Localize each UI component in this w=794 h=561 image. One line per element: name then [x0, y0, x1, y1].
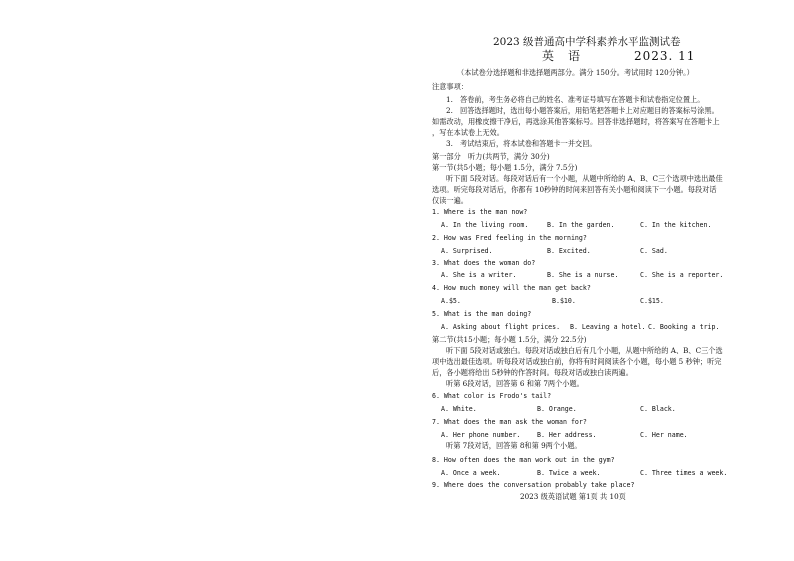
section1-instructions-end: 仅读一遍。 — [432, 196, 468, 205]
notice-item-2: 2. 回答选择题时，选出每小题答案后，用铅笔把答题卡上对应题目的答案标号涂黑。 — [446, 106, 719, 115]
question-3: 3. What does the woman do? — [432, 259, 536, 267]
question-4: 4. How much money will the man get back? — [432, 284, 591, 292]
q7-option-b: B. Her address. — [537, 431, 597, 439]
q2-option-a: A. Surprised. — [441, 247, 493, 255]
section2-dialog6-note: 听第 6段对话，回答第 6 和第 7两个小题。 — [446, 379, 584, 388]
question-8: 8. How often does the man work out in the gym? — [432, 456, 615, 464]
question-6: 6. What color is Frodo's tail? — [432, 392, 552, 400]
q3-option-a: A. She is a writer. — [441, 271, 517, 279]
q5-option-c: C. Booking a trip. — [648, 323, 720, 331]
section2-dialog7-note: 听第 7段对话，回答第 8和第 9两个小题。 — [446, 441, 582, 450]
q1-option-c: C. In the kitchen. — [640, 221, 712, 229]
section1-instructions: 听下面 5段对话。每段对话后有一个小题，从题中所给的 A、B、C三个选项中选出最佳 — [446, 174, 723, 183]
q3-option-b: B. She is a nurse. — [547, 271, 619, 279]
question-2: 2. How was Fred feeling in the morning? — [432, 234, 587, 242]
section2-instructions-end: 后，各小题将给出 5秒钟的作答时间。每段对话或独白读两遍。 — [432, 368, 633, 377]
notice-heading: 注意事项： — [432, 82, 468, 91]
q6-option-b: B. Orange. — [537, 405, 577, 413]
q1-option-a: A. In the living room. — [441, 221, 529, 229]
notice-item-2-cont: 如需改动，用橡皮擦干净后，再选涂其他答案标号。回答非选择题时，将答案写在答题卡上 — [432, 117, 720, 126]
page-footer: 2023 级英语试题 第1页 共 10页 — [520, 492, 626, 501]
q1-option-b: B. In the garden. — [547, 221, 615, 229]
q4-option-b: B.$10. — [552, 297, 576, 305]
q5-option-a: A. Asking about flight prices. — [441, 323, 561, 331]
exam-title: 2023 级普通高中学科素养水平监测试卷 — [493, 36, 681, 48]
q5-option-b: B. Leaving a hotel. — [570, 323, 646, 331]
question-5: 5. What is the man doing? — [432, 310, 532, 318]
question-9: 9. Where does the conversation probably take place? — [432, 481, 635, 489]
q6-option-c: C. Black. — [640, 405, 676, 413]
question-7: 7. What does the man ask the woman for? — [432, 418, 587, 426]
question-1: 1. Where is the man now? — [432, 208, 528, 216]
subject-title: 英 语 — [542, 49, 582, 63]
q2-option-c: C. Sad. — [640, 247, 668, 255]
section1-instructions-cont: 选项。听完每段对话后，你都有 10秒钟的时间来回答有关小题和阅读下一小题。每段对话 — [432, 185, 717, 194]
notice-item-2-end: ，写在本试卷上无效。 — [432, 128, 504, 137]
part1-title: 第一部分 听力(共两节，满分 30分) — [432, 152, 550, 161]
exam-date: 2023. 11 — [634, 49, 696, 63]
q8-option-a: A. Once a week. — [441, 469, 501, 477]
section1-title: 第一节(共5小题；每小题 1.5分，满分 7.5分) — [432, 163, 578, 172]
notice-item-3: 3. 考试结束后，将本试卷和答题卡一并交回。 — [446, 139, 597, 148]
section2-instructions-cont: 项中选出最佳选项。听每段对话或独白前，你将有时间阅读各个小题，每小题 5 秒钟；听完 — [432, 357, 722, 366]
exam-note: （本试卷分选择题和非选择题两部分。满分 150分。考试用时 120分钟。） — [457, 68, 694, 77]
q4-option-a: A.$5. — [441, 297, 461, 305]
q8-option-b: B. Twice a week. — [537, 469, 601, 477]
q8-option-c: C. Three times a week. — [640, 469, 728, 477]
notice-item-1: 1. 答卷前，考生务必将自己的姓名、准考证号填写在答题卡和试卷指定位置上。 — [446, 95, 705, 104]
q7-option-c: C. Her name. — [640, 431, 688, 439]
q4-option-c: C.$15. — [640, 297, 664, 305]
q6-option-a: A. White. — [441, 405, 477, 413]
section2-title: 第二节(共15小题；每小题 1.5分，满分 22.5分) — [432, 335, 587, 344]
q2-option-b: B. Excited. — [547, 247, 591, 255]
q3-option-c: C. She is a reporter. — [640, 271, 724, 279]
section2-instructions: 听下面 5段对话或独白。每段对话或独白后有几个小题，从题中所给的 A、B、C三个选 — [446, 346, 723, 355]
q7-option-a: A. Her phone number. — [441, 431, 521, 439]
